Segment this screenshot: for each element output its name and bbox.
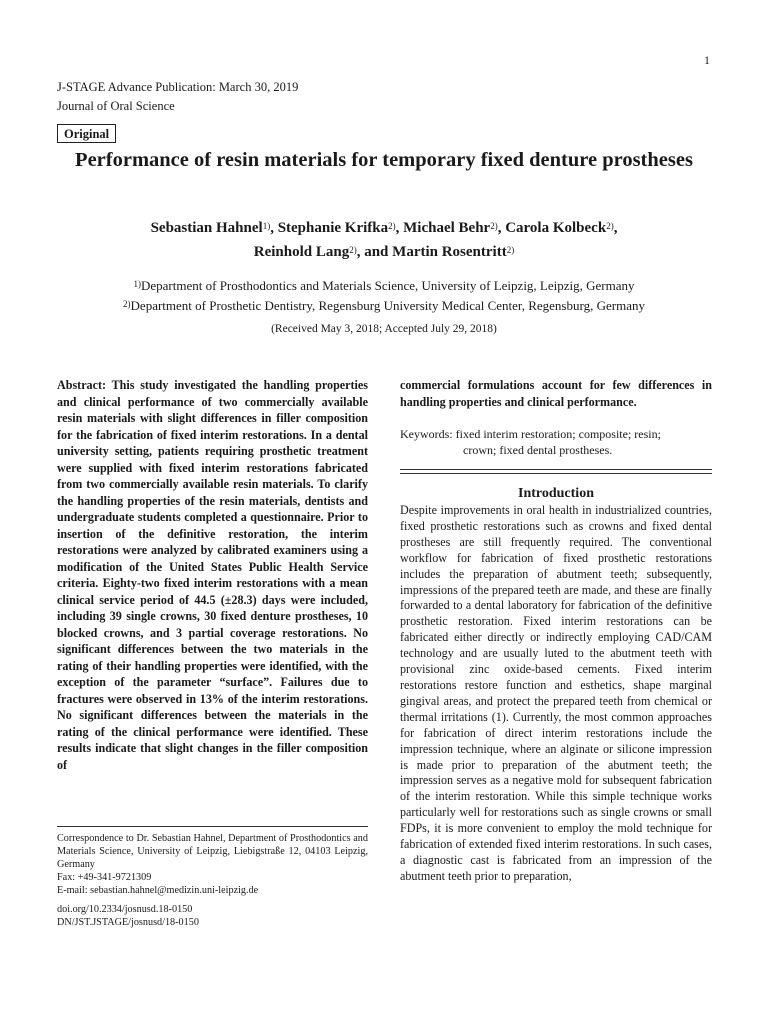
affiliation-item: $^{2)}$Department of Prosthetic Dentistry, Regensburg University Medical Center, Regensburg, Germany (123, 298, 645, 313)
correspondence-email[interactable]: E-mail: sebastian.hahnel@medizin.uni-leipzig.de (57, 885, 259, 896)
correspondence-footnote (57, 826, 368, 929)
paper-title: Performance of resin materials for temporary fixed denture prostheses (75, 149, 693, 171)
introduction-body: Despite improvements in oral health in industrialized countries, fixed prosthetic restorations such as crowns and fixed dental prostheses are still frequently required. The conventional workflow for fabrication of fixed prosthetic restorations includes the preparation of abutment teeth; subsequently, impressions of the prepared teeth are made, and these are finally forwarded to a dental laboratory for fabrication of the definitive prosthetic restoration. Fixed interim restorations can be fabricated either directly or indirectly employing CAD/CAM technology and are usually luted to the abutment teeth with provisional zinc oxide-based cements. Fixed interim restorations restore function and esthetics, shape marginal gingival areas, and protect the prepared teeth from chemical or thermal irritations (1). Currently, the most common approaches for fabrication of direct interim restorations include the impression technique, where an alginate or silicone impression is made prior to preparation of the abutment teeth; the impression serves as a negative mold for subsequent fabrication of the interim restoration. While this simple technique works particularly well for restorations such as single crowns or small FDPs, it is more convenient to employ the mold technique for fabrication of extended fixed interim restorations. In such cases, a diagnostic cast is fabricated from an impression of the abutment teeth prior to preparation, (400, 503, 712, 883)
keywords-label: Keywords: (400, 427, 453, 441)
author-affiliation-mark: 2) (506, 245, 515, 255)
publication-header (57, 78, 298, 116)
received-dates: (Received May 3, 2018; Accepted July 29, 2018) (271, 323, 497, 335)
right-column (400, 377, 712, 885)
author-affiliation-mark: 2) (606, 221, 614, 231)
author-affiliation-mark: 2) (388, 221, 396, 231)
affiliation-list (40, 276, 728, 316)
introduction-heading: Introduction (518, 486, 594, 501)
publication-date: J-STAGE Advance Publication: March 30, 2019 (57, 80, 299, 94)
divider (400, 473, 712, 474)
correspondence-text: Correspondence to Dr. Sebastian Hahnel, Department of Prosthodontics and Materials Science, University of Leipzig, Liebigstraße 12, 04103 Leipzig, Germany (57, 833, 368, 870)
author-name: Reinhold Lang (253, 244, 350, 260)
author-affiliation-mark: 1) (262, 221, 271, 231)
author-name: Stephanie Krifka (277, 220, 389, 236)
affiliation-item: $^{1)}$Department of Prosthodontics and Materials Science, University of Leipzig, Leipzig, Germany (133, 278, 635, 293)
author-name: Carola Kolbeck (505, 220, 607, 236)
author-name: Martin Rosentritt (392, 244, 507, 260)
document-number: DN/JST.JSTAGE/josnusd/18-0150 (57, 917, 199, 928)
page-number: 1 (704, 53, 710, 67)
abstract (57, 377, 368, 773)
journal-name: Journal of Oral Science (57, 99, 175, 113)
left-column (57, 377, 368, 773)
abstract-continuation: commercial formulations account for few differences in handling properties and clinical performance. (400, 378, 712, 409)
author-affiliation-mark: 2) (490, 221, 498, 231)
abstract-text: This study investigated the handling properties and clinical performance of two commercially available resin materials with slight differences in filler composition for the fabrication of fixed interim restorations. In a dental university setting, patients requiring prosthetic treatment were supplied with fixed interim restorations fabricated from two commercially available resin materials. To clarify the handling properties of the resin materials, dentists and undergraduate students completed a questionnaire. Prior to insertion of the definitive restoration, the interim restorations were analyzed by calibrated examiners using a modification of the United States Public Health Service criteria. Eighty-two fixed interim restorations with a mean clinical service period of 44.5 (±28.3) days were included, including 39 single crowns, 30 fixed denture prostheses, 10 blocked crowns, and 3 partial coverage restorations. No significant differences between the two materials in the rating of their handling properties were identified, with the exception of the parameter “surface”. Failures due to fractures were observed in 13% of the interim restorations. No significant differences between the materials in the rating of the clinical performance were identified. These results indicate that slight changes in the filler composition of (57, 378, 368, 772)
keywords (400, 426, 712, 458)
author-name: Michael Behr (403, 220, 491, 236)
abstract-label: Abstract: (57, 378, 107, 392)
keywords-line-1: fixed interim restoration; composite; resin; (455, 427, 661, 441)
keywords-line-2: crown; fixed dental prostheses. (463, 443, 613, 457)
author-affiliation-mark: 2) (349, 245, 357, 255)
divider (400, 469, 712, 470)
correspondence-fax: Fax: +49-341-9721309 (57, 872, 152, 883)
author-name: Sebastian Hahnel (150, 220, 263, 236)
article-type-badge: Original (57, 124, 116, 143)
author-list: Sebastian Hahnel$^{1)}$, Stephanie Krifka$^{2)}$, Michael Behr$^{2)}$, Carola Kolbeck$^{2)}$, Reinhold Lang$^{2)}$, and Martin Rosentritt$^{2)}$ (150, 220, 618, 260)
doi-link[interactable]: doi.org/10.2334/josnusd.18-0150 (57, 904, 193, 915)
